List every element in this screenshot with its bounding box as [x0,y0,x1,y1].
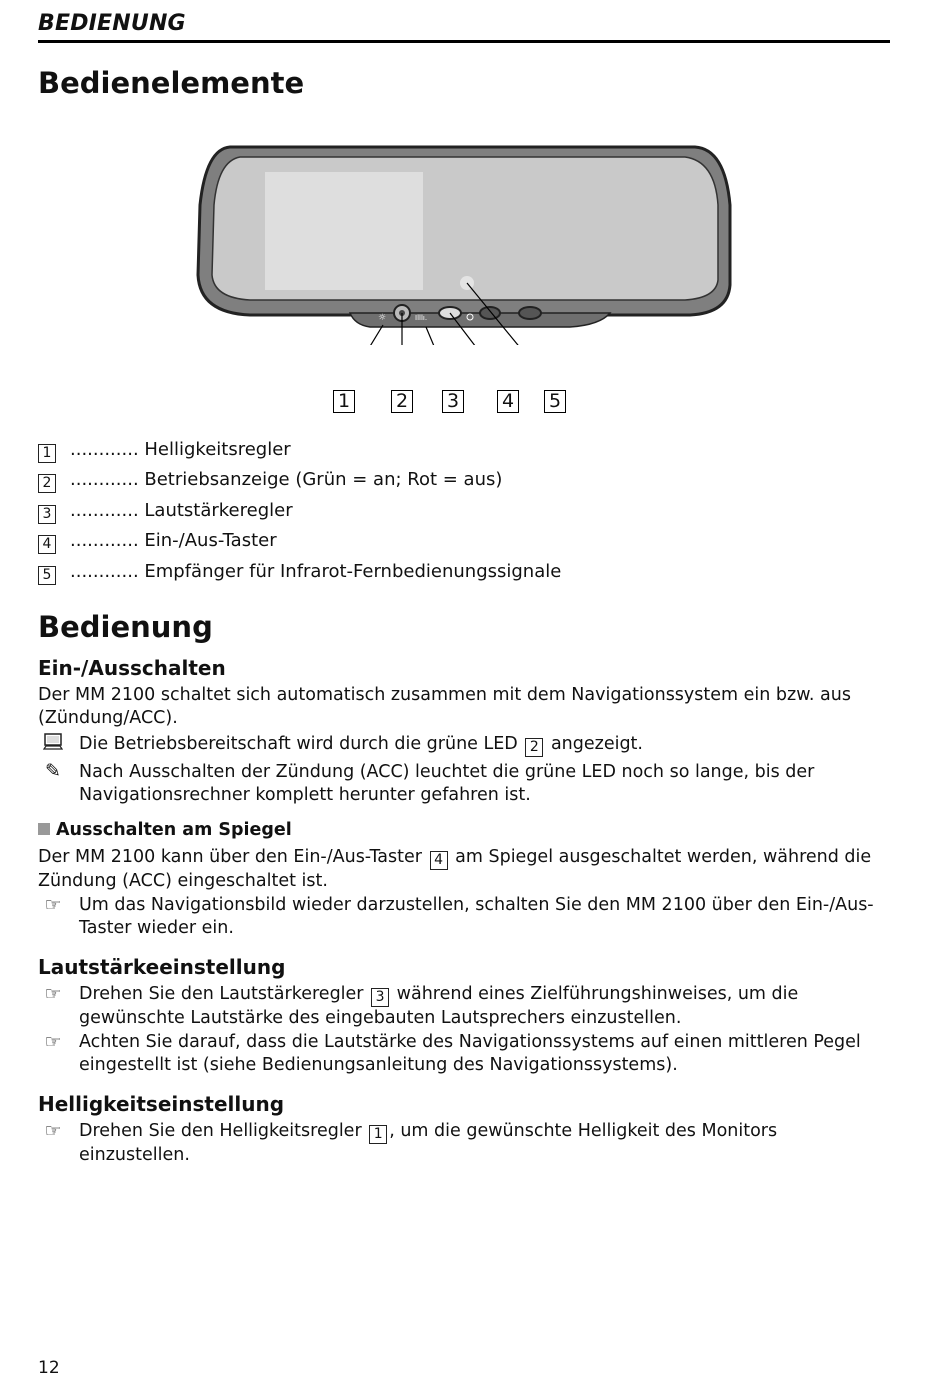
page-header [38,10,890,43]
svg-text:Illlı.: Illlı. [415,314,428,322]
callout-4: 4 [497,390,519,413]
mirror-illustration [190,135,740,345]
tip-text: Achten Sie darauf, dass die Lautstärke des Navigationssystems auf einen mittleren Pegel eingestellt ist (siehe Bedienungsanleitung des Navigationssystems). [79,1032,861,1075]
pointing-hand-icon: ☞ [44,1120,62,1142]
page-number: 12 [38,1358,60,1378]
callout-3: 3 [442,390,464,413]
callout-2: 2 [391,390,413,413]
page-title: Bedienelemente [38,66,305,100]
legend-item: 2 ............ Betriebsanzeige (Grün = an; Rot = aus) [38,468,502,493]
note-led: Die Betriebsbereitschaft wird durch die grüne LED 2 angezeigt. [79,734,643,755]
tip-text: Drehen Sie den Lautstärkeregler 3 während eines Zielführungshinweises, um die gewünschte Lautstärke des eingebauten Lautsprechers einzustellen. [79,984,799,1028]
section-label: BEDIENUNG [38,11,186,36]
pencil-icon: ✎ [45,760,61,782]
tip-text: Um das Navigationsbild wieder darzustellen, schalten Sie den MM 2100 über den Ein-/Aus-Taster wieder ein. [79,895,874,938]
tip-text: Drehen Sie den Helligkeitsregler 1 , um die gewünschte Helligkeit des Monitors einzustellen. [79,1121,778,1165]
pointing-hand-icon: ☞ [44,1031,62,1053]
subsection-title: Helligkeitseinstellung [38,1092,285,1116]
subsection-title: Lautstärkeeinstellung [38,955,286,979]
subsubsection-title: Ausschalten am Spiegel [38,820,292,840]
callout-1: 1 [333,390,355,413]
subsection-title: Ein-/Ausschalten [38,656,226,680]
square-bullet-icon [38,823,50,835]
pointing-hand-icon: ☞ [44,983,62,1005]
note-shutdown: Nach Ausschalten der Zündung (ACC) leuchtet die grüne LED noch so lange, bis der Navigationsrechner komplett herunter gefahren ist. [79,762,815,805]
pointing-hand-icon: ☞ [44,894,62,916]
svg-text:☼: ☼ [378,313,387,323]
monitor-icon [38,732,68,758]
callout-5: 5 [544,390,566,413]
paragraph: Der MM 2100 kann über den Ein-/Aus-Taster 4 am Spiegel ausgeschaltet werden, während die Zündung (ACC) eingeschaltet ist. [38,847,872,891]
legend-item: 5 ............ Empfänger für Infrarot-Fernbedienungssignale [38,560,561,585]
legend-item: 1 ............ Helligkeitsregler [38,438,291,463]
paragraph: Der MM 2100 schaltet sich automatisch zusammen mit dem Navigationssystem ein bzw. aus (Zündung/ACC). [38,685,851,728]
legend-item: 4 ............ Ein-/Aus-Taster [38,529,277,554]
legend-item: 3 ............ Lautstärkeregler [38,499,293,524]
section-title: Bedienung [38,610,213,644]
